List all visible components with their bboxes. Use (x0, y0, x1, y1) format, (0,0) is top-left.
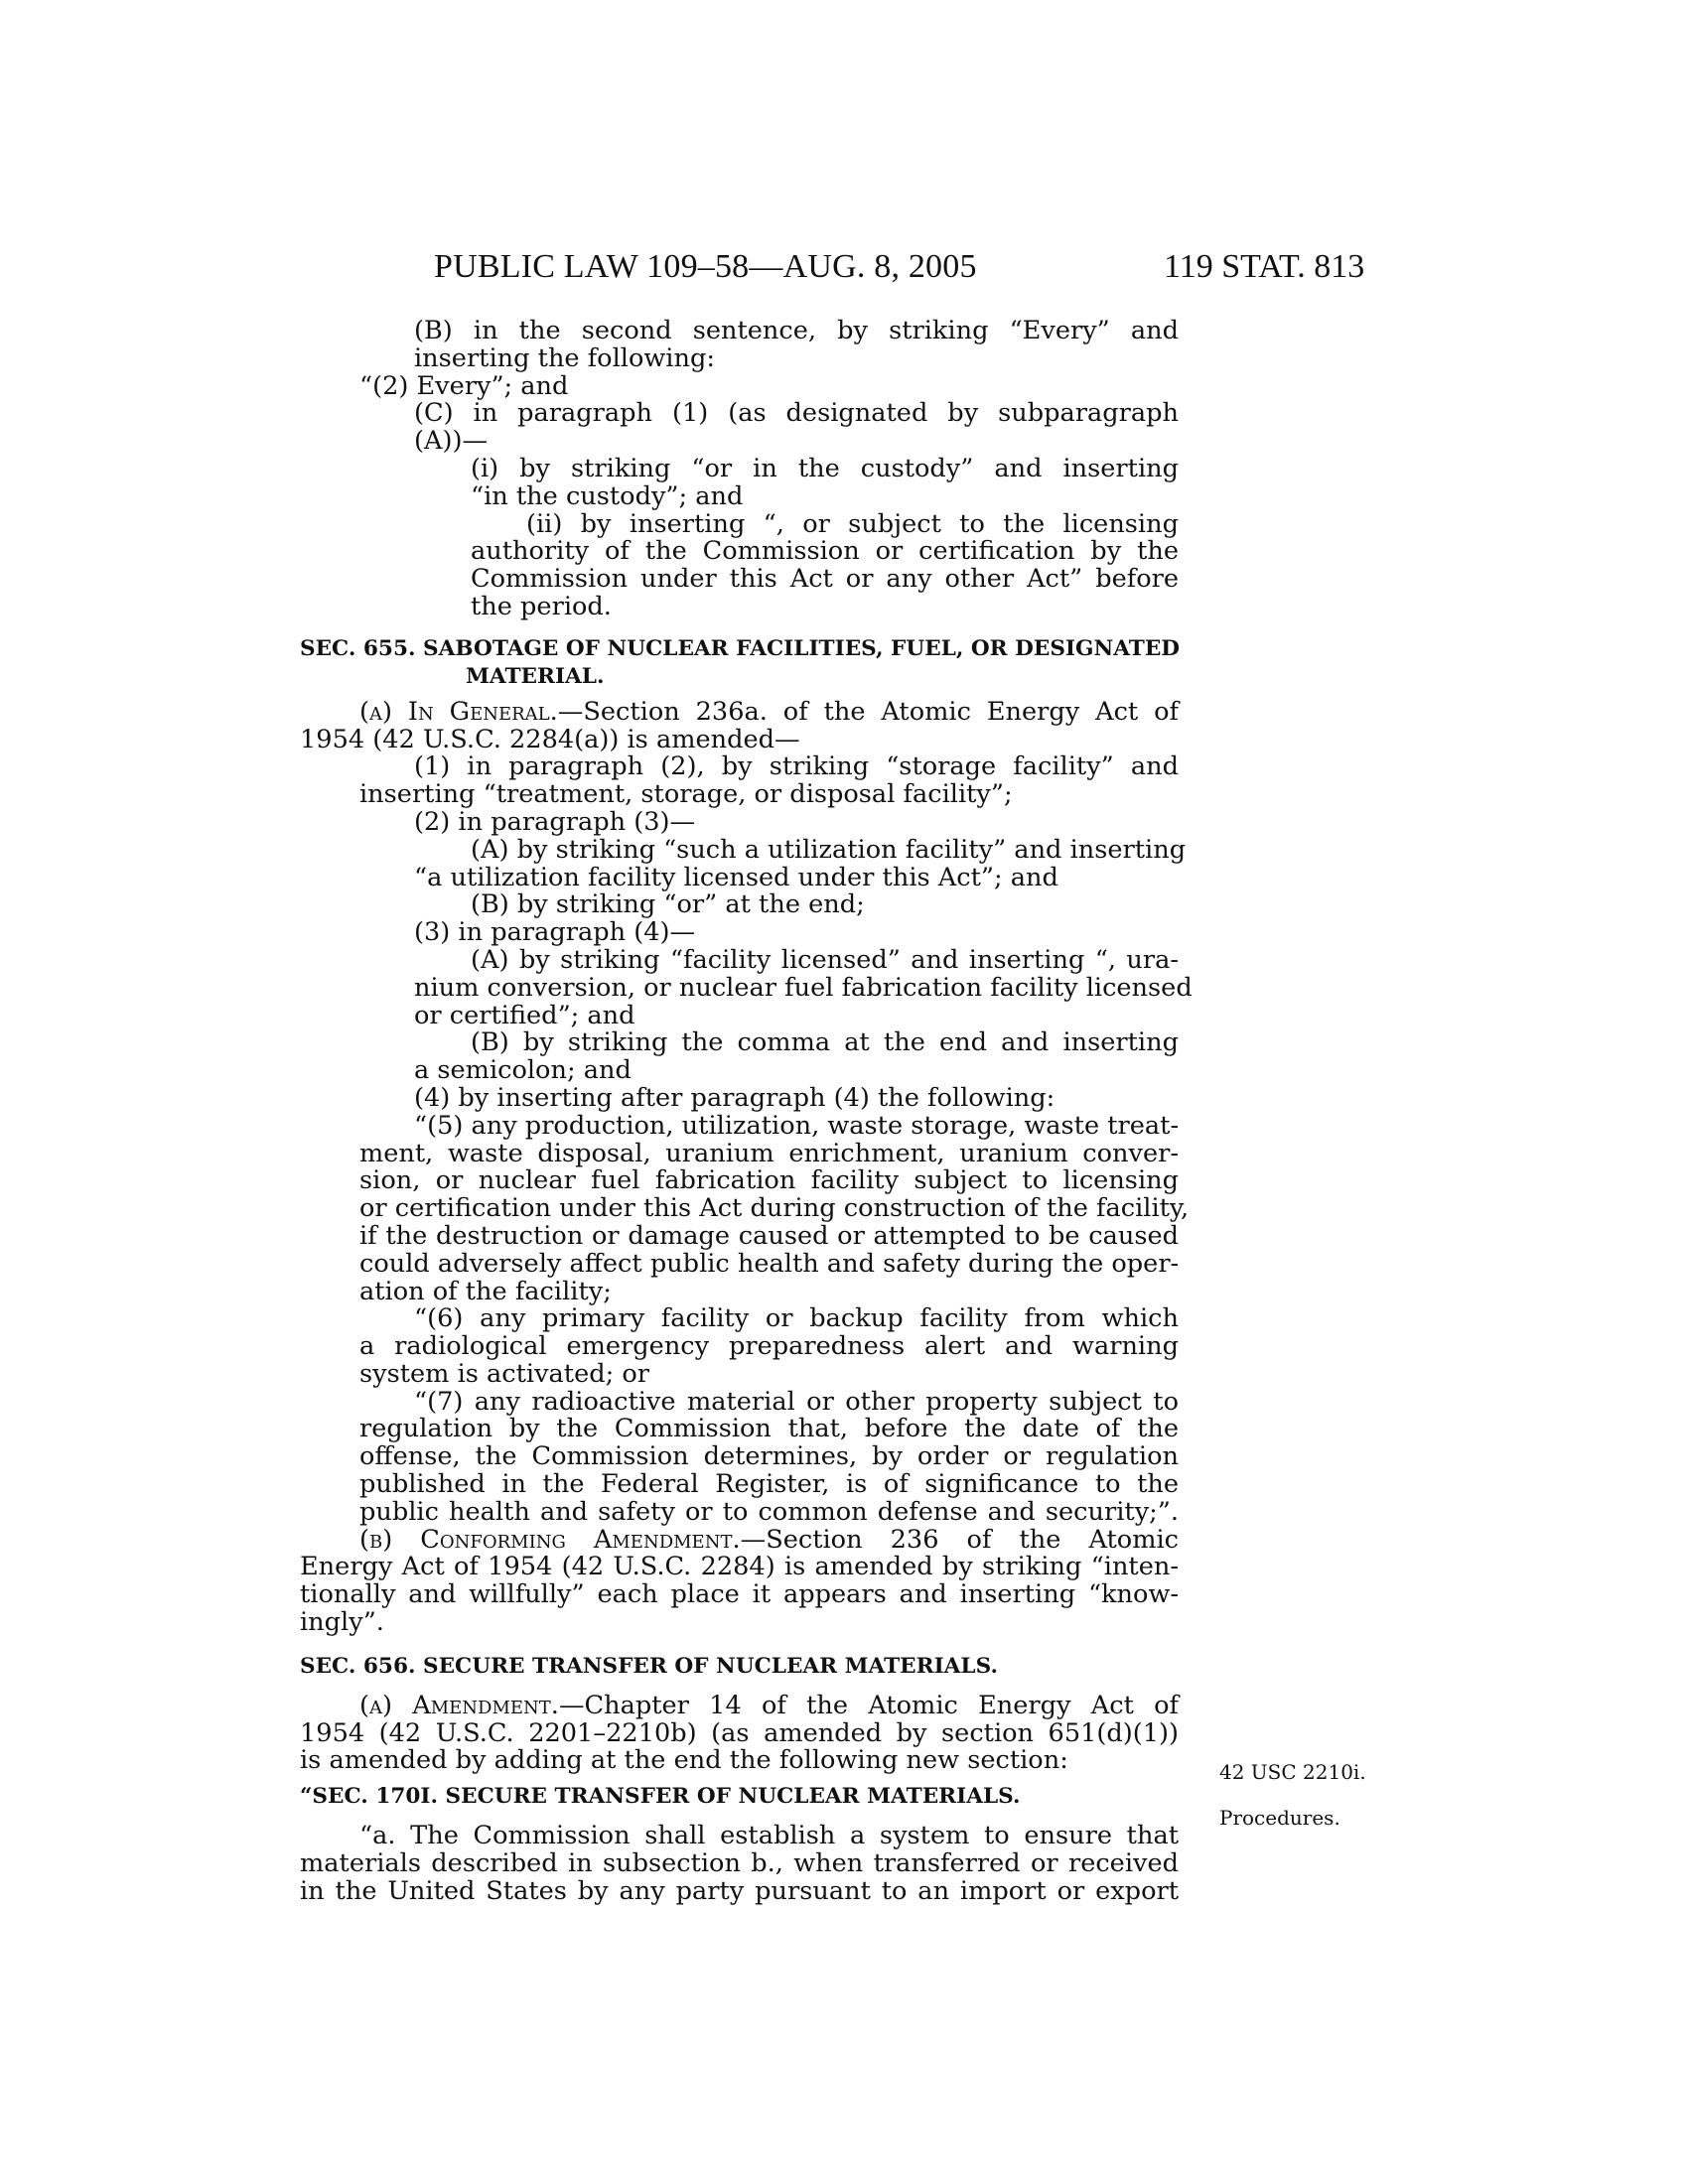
text-line: “a. The Commission shall establish a system to ensure that (359, 1821, 1179, 1851)
subsection-heading: (b) Conforming Amendment. (359, 1524, 741, 1555)
text-line: “a utilization facility licensed under this Act”; and (414, 862, 1058, 892)
text-span: —Section 236 of the Atomic (740, 1524, 1179, 1555)
text-line: “(5) any production, utilization, waste storage, waste treat- (414, 1110, 1180, 1141)
text-line: regulation by the Commission that, before the date of the (359, 1414, 1179, 1444)
text-line: (3) in paragraph (4)— (414, 917, 696, 948)
text-line: nium conversion, or nuclear fuel fabrication facility licensed (414, 972, 1193, 1003)
document-body (300, 316, 1193, 1906)
text-line: (B) by striking the comma at the end and inserting (471, 1027, 1179, 1058)
text-line: (A) by striking “such a utilization facility” and inserting (471, 834, 1187, 865)
text-line: inserting the following: (414, 342, 715, 373)
text-line: ment, waste disposal, uranium enrichment, uranium conver- (359, 1138, 1179, 1168)
text-line: “(6) any primary facility or backup facility from which (414, 1303, 1179, 1334)
text-line: ation of the facility; (359, 1276, 612, 1306)
text-line: Commission under this Act or any other Act” before (471, 564, 1179, 595)
text-line (300, 696, 1179, 727)
subsection-heading: (a) In General. (359, 696, 558, 727)
text-line: authority of the Commission or certification by the (471, 536, 1179, 567)
text-line: ingly”. (300, 1607, 384, 1638)
section-heading-656: SEC. 656. SECURE TRANSFER OF NUCLEAR MATERIALS. (300, 1653, 998, 1679)
text-line: in the United States by any party pursuant to an import or export (300, 1875, 1179, 1906)
text-line: (2) in paragraph (3)— (414, 806, 696, 837)
text-line: or certified”; and (414, 1000, 635, 1030)
text-line (300, 1524, 1179, 1555)
text-line: (A))— (414, 426, 489, 457)
text-line: “in the custody”; and (471, 480, 744, 511)
subsection-heading: (a) Amendment. (359, 1690, 559, 1720)
text-line: (4) by inserting after paragraph (4) the following: (414, 1082, 1055, 1113)
text-line: (C) in paragraph (1) (as designated by subparagraph (414, 398, 1179, 429)
text-line: tionally and willfully” each place it appears and inserting “know- (300, 1579, 1179, 1610)
text-line: a semicolon; and (414, 1055, 632, 1086)
margin-note-usc: 42 USC 2210i. (1219, 1760, 1366, 1784)
text-line: “(2) Every”; and (359, 370, 569, 401)
text-line: (i) by striking “or in the custody” and inserting (471, 453, 1179, 483)
text-line: (ii) by inserting “, or subject to the licensing (526, 508, 1179, 539)
section-heading-655: SEC. 655. SABOTAGE OF NUCLEAR FACILITIES, FUEL, OR DESIGNATED (300, 635, 1181, 661)
text-line: 1954 (42 U.S.C. 2201–2210b) (as amended by section 651(d)(1)) (300, 1717, 1179, 1748)
text-line: a radiological emergency preparedness alert and warning (359, 1331, 1179, 1362)
text-span: —Section 236a. of the Atomic Energy Act of (557, 696, 1179, 727)
text-line: sion, or nuclear fuel fabrication facility subject to licensing (359, 1165, 1179, 1196)
text-line (300, 1690, 1179, 1720)
text-line: “(7) any radioactive material or other property subject to (414, 1386, 1179, 1417)
page-header-title: PUBLIC LAW 109–58—AUG. 8, 2005 (434, 248, 977, 285)
text-line: public health and safety or to common defense and security;”. (359, 1496, 1179, 1527)
text-span: —Chapter 14 of the Atomic Energy Act of (558, 1690, 1179, 1720)
text-line: or certification under this Act during construction of the facility, (359, 1193, 1190, 1224)
text-line: if the destruction or damage caused or attempted to be caused (359, 1220, 1179, 1251)
text-line: inserting “treatment, storage, or disposal facility”; (359, 779, 1013, 810)
text-line: published in the Federal Register, is of significance to the (359, 1469, 1179, 1500)
text-line: (B) by striking “or” at the end; (471, 889, 865, 920)
page-header-stat: 119 STAT. 813 (1164, 248, 1365, 285)
text-line: 1954 (42 U.S.C. 2284(a)) is amended— (300, 724, 800, 754)
section-heading-655-cont: MATERIAL. (466, 663, 605, 689)
text-line: Energy Act of 1954 (42 U.S.C. 2284) is amended by striking “inten- (300, 1552, 1179, 1582)
text-line: could adversely affect public health and safety during the oper- (359, 1248, 1180, 1279)
margin-note-procedures: Procedures. (1219, 1806, 1340, 1830)
text-line: (A) by striking “facility licensed” and inserting “, ura- (471, 944, 1179, 975)
text-line: (B) in the second sentence, by striking “Every” and (414, 316, 1179, 345)
text-line: (1) in paragraph (2), by striking “storage facility” and (414, 751, 1179, 782)
text-line: is amended by adding at the end the following new section: (300, 1745, 1068, 1776)
text-line: offense, the Commission determines, by order or regulation (359, 1441, 1179, 1472)
section-heading-170i: “SEC. 170I. SECURE TRANSFER OF NUCLEAR MATERIALS. (300, 1784, 1021, 1810)
text-line: the period. (471, 591, 612, 621)
text-line: materials described in subsection b., when transferred or received (300, 1848, 1179, 1879)
text-line: system is activated; or (359, 1358, 650, 1389)
